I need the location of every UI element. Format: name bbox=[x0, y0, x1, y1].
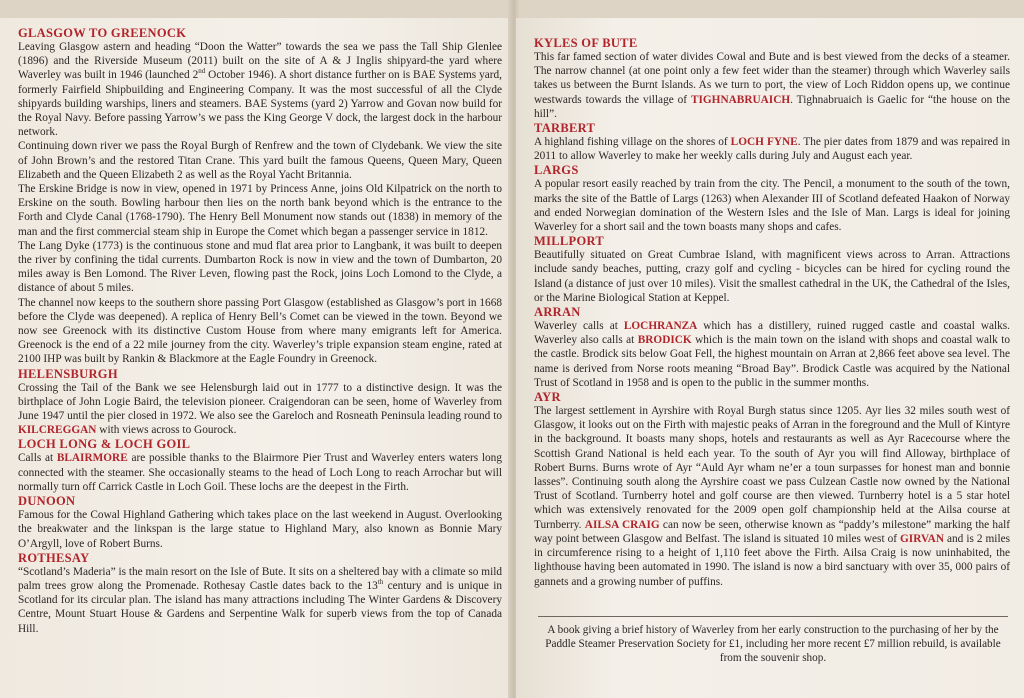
heading-arran: ARRAN bbox=[534, 305, 581, 320]
section-kyles-of-bute bbox=[534, 36, 1010, 121]
text: Waverley calls at bbox=[534, 320, 624, 333]
text: century and is unique in Scotland for its circular plan. The island has many attractions including The Winter Gardens & Discovery Centre, Mount Stuart House & Gardens and Serpentine Walk for superb views from the top of Canada Hill. bbox=[18, 579, 502, 635]
paragraph: The Lang Dyke (1773) is the continuous stone and mud flat area prior to Langbank, it was built to deepen the river by confining the tidal currents. Dumbarton Rock is now in view and the town of Dumbarton, 20 miles away is Ben Lomond. The River Leven, flowing past the Rock, joins Loch Lomond to the Clyde, a distance of about 5 miles. bbox=[18, 239, 502, 295]
place-lochranza: LOCHRANZA bbox=[623, 320, 698, 333]
paragraph bbox=[534, 319, 1010, 390]
superscript: nd bbox=[198, 67, 206, 76]
section-dunoon bbox=[18, 494, 502, 551]
heading-dunoon: DUNOON bbox=[18, 494, 76, 509]
section-rothesay bbox=[18, 551, 502, 636]
heading-ayr: AYR bbox=[534, 390, 561, 405]
place-brodick: BRODICK bbox=[637, 334, 692, 347]
paragraph: Beautifully situated on Great Cumbrae Island, with magnificent views across to Arran. Attractions include sandy beaches, putting, crazy golf and cycling - bicycles can be hired for cycling round the Island (a distance of just over 10 miles). Visit the smallest cathedral in the UK, the Cathedral of the Isles, or the Marine Biological Station at Keppel. bbox=[534, 249, 1010, 304]
text: The largest settlement in Ayrshire with Royal Burgh status since 1205. Ayr lies 32 miles south west of Glasgow, it looks out on the Firth with majestic peaks of Arran in the foreground and the Mull of Kintyre in the background. It boasts many shops, hotels and restaurants as well as Ayr Racecourse where the Scottish Grand National is held each year. To the south of Ayr you will find Alloway, birthplace of Robert Burns. Burns wrote of Ayr “Auld Ayr wham ne’er a toun surpasses for honest man and bonnie lasses”. Continuing south along the Ayrshire coast we pass Culzean Castle now owned by the National Trust of Scotland. Turnberry hotel and golf course are then viewed. Turnberry hotel is a 5 star hotel which was extensively renovated for the 2009 open golf championship held at the Ailsa course at Turnberry. bbox=[534, 405, 1010, 531]
text: and is 2 miles in circumference rising to a height of 1,110 feet above the Firth. Ailsa Craig is now uninhabited, the lighthouse having been automated in 1990. The island is now a bird sanctuary with over 35, 000 pairs of gannets and a growing number of puffins. bbox=[534, 532, 1010, 588]
text: Leaving Glasgow astern and heading “Doon the Watter” towards the sea we pass the Tall Ship Glenlee (1896) and the Riverside Museum (2011) built on the site of A & J Inglis shipyard-the yard where Waverley was built in 1946 (launched 2 bbox=[18, 41, 502, 82]
heading-loch-long: LOCH LONG & LOCH GOIL bbox=[18, 437, 191, 452]
place-girvan: GIRVAN bbox=[900, 532, 944, 545]
paragraph: The channel now keeps to the southern shore passing Port Glasgow (established as Glasgow’s port in 1668 before the Clyde was deepened). A replica of Henry Bell’s Comet can be viewed in the town. Beyond we now see Greenock with its distinctive Custom House from where many emigrants left for America. Greenock is the end of a 22 mile journey from the city. Waverley’s triple expansion steam engine, rated at 2100 IHP was built by Rankin & Blackmore at the Eagle Foundry in Greenock. bbox=[18, 296, 502, 366]
paragraph: A popular resort easily reached by train from the city. The Pencil, a monument to the south of the town, marks the site of the Battle of Largs (1263) when Alexander III of Scotland defeated Haakon of Norway and ended Norwegian domination of the Western Isles and the Isle of Man. Largs is ideal for joining Waverley for a short sail and the town boasts many shops and cafes. bbox=[534, 178, 1010, 234]
section-ayr bbox=[534, 390, 1010, 589]
heading-tarbert: TARBERT bbox=[534, 121, 596, 136]
paragraph bbox=[18, 565, 502, 636]
place-tighnabruaich: TIGHNABRUAICH bbox=[690, 93, 791, 106]
paragraph bbox=[534, 404, 1010, 589]
heading-kyles-of-bute: KYLES OF BUTE bbox=[534, 36, 638, 50]
paragraph: Continuing down river we pass the Royal Burgh of Renfrew and the town of Clydebank. We view the site of John Brown’s and the restored Titan Crane. This yard built the famous Queens, Queen Mary, Queen Elizabeth and the Queen Elizabeth 2 as well as the Royal Yacht Britannia. bbox=[18, 140, 502, 181]
right-page bbox=[516, 18, 1024, 698]
section-helensburgh bbox=[18, 367, 502, 438]
superscript: th bbox=[377, 578, 384, 587]
paragraph bbox=[18, 381, 502, 438]
text: Crossing the Tail of the Bank we see Helensburgh laid out in 1777 to a distinctive design. It was the birthplace of John Logie Baird, the television pioneer. Craigendoran can be seen, home of Waverley from June 1947 until the pier closed in 1972. We also see the Gareloch and Rosneath Peninsula leading round to bbox=[18, 381, 502, 423]
paragraph bbox=[534, 50, 1010, 121]
section-glasgow-to-greenock bbox=[18, 26, 502, 367]
heading-millport: MILLPORT bbox=[534, 234, 605, 249]
text: This far famed section of water divides Cowal and Bute and is best viewed from the decks of a steamer. The narrow channel (at one point only a few feet wider than the steamer) through which Waverley sails takes us between the Burnt Islands. As we turn to port, the view of Loch Riddon opens up, we continue westwards towards the village of bbox=[534, 51, 1010, 106]
text: which is the main town on the island with shops and coastal walk to the castle. Brodick sits below Goat Fell, the highest mountain on Arran at 2,866 feet above sea level. The name is derived from Norse roots meaning “Broad Bay”. Brodick Castle was acquired by the National Trust of Scotland in 1958 and is open to the public in the summer months. bbox=[534, 334, 1010, 389]
text: can now be seen, otherwise known as “paddy’s milestone” marking the half way point between Glasgow and Belfast. The island is situated 10 miles west of bbox=[534, 518, 1010, 545]
text: . Tighnabruaich is Gaelic for “the house on the hill”. bbox=[534, 93, 1010, 120]
paragraph: The Erskine Bridge is now in view, opened in 1971 by Princess Anne, joins Old Kilpatrick on the north to Erskine on the south. Bowling harbour then lies on the north bank beyond which is the entrance to the Forth and Clyde Canal (1768-1790). The Henry Bell Monument now stands out (1838) in memory of the man and the first commercial steam ship in Europe the Comet which began a passenger service in 1812. bbox=[18, 183, 502, 238]
heading-rothesay: ROTHESAY bbox=[18, 550, 90, 565]
place-kilcreggan: KILCREGGAN bbox=[18, 424, 97, 437]
paragraph: Famous for the Cowal Highland Gathering which takes place on the last weekend in August. Overlooking the breakwater and the linkspan is the large statue to Highland Mary, also known as Bonnie Mary O’Argyll, love of Robert Burns. bbox=[18, 509, 502, 550]
text: . The pier dates from 1879 and was repaired in 2011 to allow Waverley to make her weekly calls during July and August each year. bbox=[534, 136, 1010, 163]
text: with views across to Gourock. bbox=[96, 424, 237, 437]
place-blairmore: BLAIRMORE bbox=[56, 452, 128, 465]
heading-helensburgh: HELENSBURGH bbox=[18, 366, 118, 381]
heading-largs: LARGS bbox=[534, 163, 579, 178]
section-millport bbox=[534, 234, 1010, 305]
paragraph bbox=[18, 451, 502, 494]
section-arran bbox=[534, 305, 1010, 390]
text: October 1946). A short distance further on is BAE Systems yard, formerly Fairfield Shipbuilding and Engineering Company. It was the most successful of all the Clyde shipyards building warships, liners and steamers. BAE Systems (yard 2) Yarrow and Govan now build for the Royal Navy. Before passing Yarrow’s we pass the King George V dock, the largest dock in the harbour network. bbox=[18, 69, 502, 139]
place-ailsa-craig: AILSA CRAIG bbox=[584, 518, 660, 531]
section-loch-long bbox=[18, 437, 502, 494]
text: which has a distillery, ruined rugged castle and coastal walks. Waverley also calls at bbox=[534, 320, 1011, 347]
text: “Scotland’s Maderia” is the main resort on the Isle of Bute. It sits on a sheltered bay with a climate so mild palm trees grow along the Promenade. Rothesay Castle dates back to the 13 bbox=[18, 565, 502, 592]
place-loch-fyne: LOCH FYNE bbox=[730, 136, 798, 149]
heading-glasgow-to-greenock: GLASGOW TO GREENOCK bbox=[18, 26, 187, 40]
paragraph bbox=[18, 40, 502, 139]
souvenir-book-note: A book giving a brief history of Waverley from her early construction to the purchasing of her by the Paddle Steamer Preservation Society for £1, including her more recent £7 million rebuild, is available from the souvenir shop. bbox=[538, 616, 1008, 665]
left-page bbox=[0, 18, 512, 698]
text: Calls at bbox=[18, 452, 57, 465]
paragraph bbox=[534, 135, 1010, 163]
section-tarbert bbox=[534, 121, 1010, 163]
section-largs bbox=[534, 163, 1010, 234]
text: A highland fishing village on the shores of bbox=[534, 136, 731, 149]
text: are possible thanks to the Blairmore Pier Trust and Waverley enters waters long connected with the steamer. She occasionally steams to the head of Loch Long to reach Arrochar but will normally turn off Carrick Castle in Loch Goil. These lochs are the deepest in the Firth. bbox=[18, 452, 502, 493]
